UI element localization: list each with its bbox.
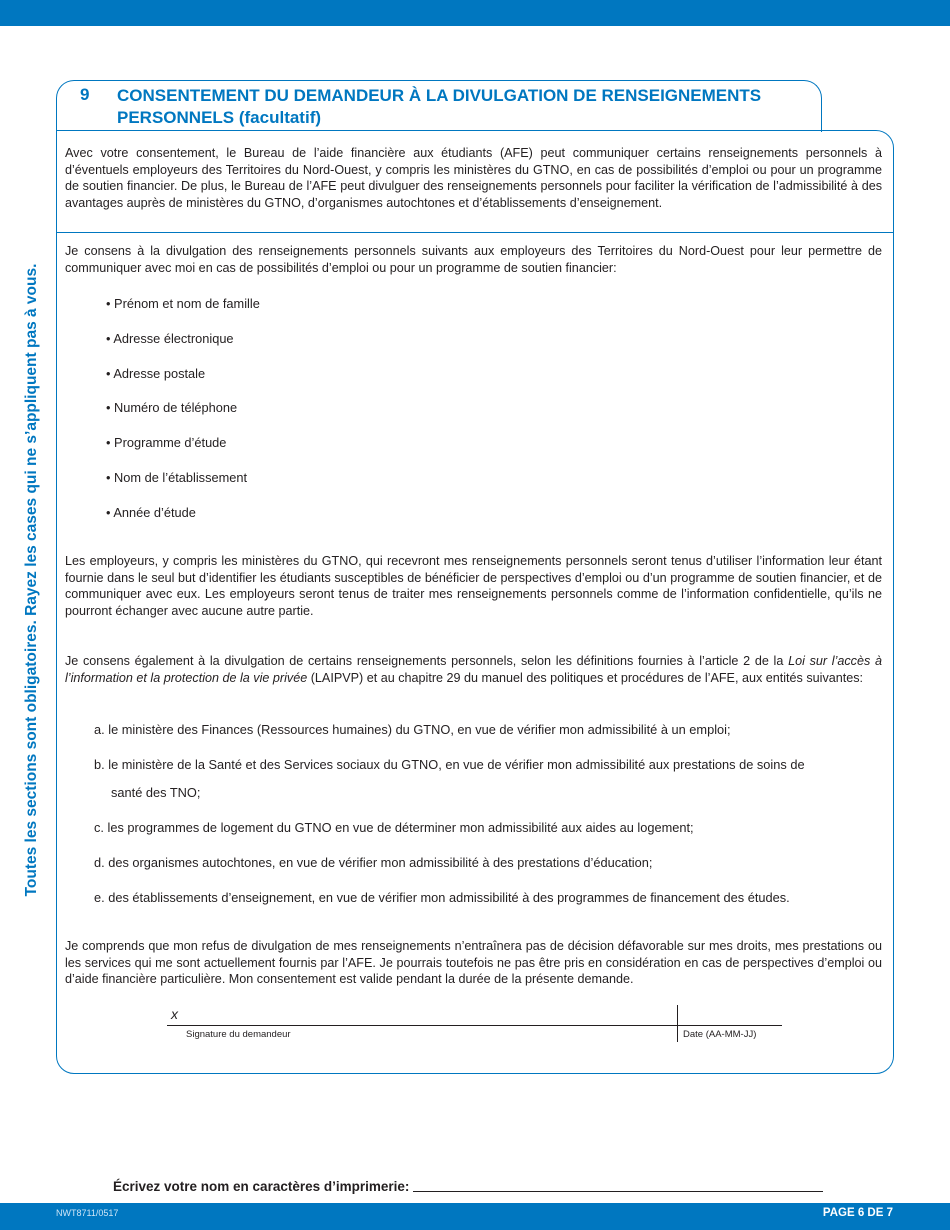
- signature-line[interactable]: [167, 1025, 782, 1026]
- consent-entities-text-end: (LAIPVP) et au chapitre 29 du manuel des politiques et procédures de l’AFE, aux entités suivantes:: [307, 670, 864, 685]
- entity-item-b-continued: santé des TNO;: [111, 785, 201, 800]
- entity-item-b: b. le ministère de la Santé et des Services sociaux du GTNO, en vue de vérifier mon admissibilité aux prestations de soins de: [94, 757, 805, 772]
- top-color-bar: [0, 0, 950, 26]
- law-name: Loi sur l’accès à l’information et la protection de la vie privée: [65, 654, 882, 685]
- form-code: NWT8711/0517: [56, 1208, 119, 1218]
- page-number: PAGE 6 DE 7: [822, 1207, 893, 1219]
- bullet-item: • Année d’étude: [106, 505, 196, 520]
- intro-paragraph: Avec votre consentement, le Bureau de l’aide financière aux étudiants (AFE) peut communiquer certains renseignements personnels à d’éventuels employeurs des Territoires du Nord-Ouest, y compris les ministères du GTNO, en cas de possibilités d’emploi ou pour un programme de soutien financier. De plus, le Bureau de l’AFE peut divulguer des renseignements personnels pour faciliter la vérification de l’admissibilité à des avantages auprès de ministères du GTNO, d’organismes autochtones et d’établissements d’enseignement.: [65, 146, 882, 210]
- section-divider: [57, 232, 893, 233]
- bullet-item: • Prénom et nom de famille: [106, 296, 260, 311]
- entity-item-e: e. des établissements d’enseignement, en vue de vérifier mon admissibilité à des programmes de financement des études.: [94, 890, 790, 905]
- bullet-item: • Programme d’étude: [106, 435, 227, 450]
- signature-label: Signature du demandeur: [186, 1029, 291, 1040]
- signature-date-separator: [677, 1005, 678, 1042]
- side-instruction: Toutes les sections sont obligatoires. Rayez les cases qui ne s’appliquent pas à vous.: [23, 263, 40, 897]
- print-name-line[interactable]: [413, 1191, 823, 1192]
- bullet-item: • Adresse postale: [106, 366, 206, 381]
- date-label: Date (AA-MM-JJ): [683, 1029, 757, 1040]
- entity-item-c: c. les programmes de logement du GTNO en vue de déterminer mon admissibilité aux aides au logement;: [94, 820, 694, 835]
- signature-x-mark: x: [171, 1006, 178, 1022]
- refusal-paragraph: Je comprends que mon refus de divulgation de mes renseignements n’entraînera pas de décision défavorable sur mes droits, mes prestations ou les services qui me sont actuellement fournis par l’AFE. Je pourrais toutefois ne pas être pris en considération en cas de perspectives d’emploi ou d’aide financière particulière. Mon consentement est valide pendant la durée de la présente demande.: [65, 939, 882, 987]
- consent-entities-paragraph: [65, 653, 882, 686]
- print-name-label: Écrivez votre nom en caractères d’imprimerie:: [113, 1179, 410, 1194]
- bullet-item: • Nom de l’établissement: [106, 470, 248, 485]
- entity-item-d: d. des organismes autochtones, en vue de vérifier mon admissibilité à des prestations d’éducation;: [94, 855, 653, 870]
- entity-item-a: a. le ministère des Finances (Ressources humaines) du GTNO, en vue de vérifier mon admissibilité à un emploi;: [94, 722, 731, 737]
- section-number: 9: [80, 85, 90, 104]
- section-title: CONSENTEMENT DU DEMANDEUR À LA DIVULGATION DE RENSEIGNEMENTS PERSONNELS (facultatif): [117, 86, 762, 127]
- consent-entities-text: Je consens également à la divulgation de certains renseignements personnels, selon les définitions fournies à l’article 2 de la: [65, 654, 789, 668]
- employers-obligation-paragraph: Les employeurs, y compris les ministères du GTNO, qui recevront mes renseignements personnels seront tenus d’utiliser l’information leur étant fournie dans le seul but d’identifier les étudiants susceptibles de bénéficier de perspectives d’emploi ou d’un programme de soutien financier, et de communiquer avec eux. Les employeurs seront tenus de traiter mes renseignements personnels comme de l’information confidentielle, qu’ils ne pourront échanger avec aucune autre partie.: [65, 554, 882, 618]
- consent-employers-paragraph: Je consens à la divulgation des renseignements personnels suivants aux employeurs des Territoires du Nord-Ouest pour leur permettre de communiquer avec moi en cas de possibilités d’emploi ou pour un programme de soutien financier:: [65, 244, 882, 275]
- bottom-color-bar: [0, 1203, 950, 1230]
- bullet-item: • Adresse électronique: [106, 331, 234, 346]
- bullet-item: • Numéro de téléphone: [106, 400, 238, 415]
